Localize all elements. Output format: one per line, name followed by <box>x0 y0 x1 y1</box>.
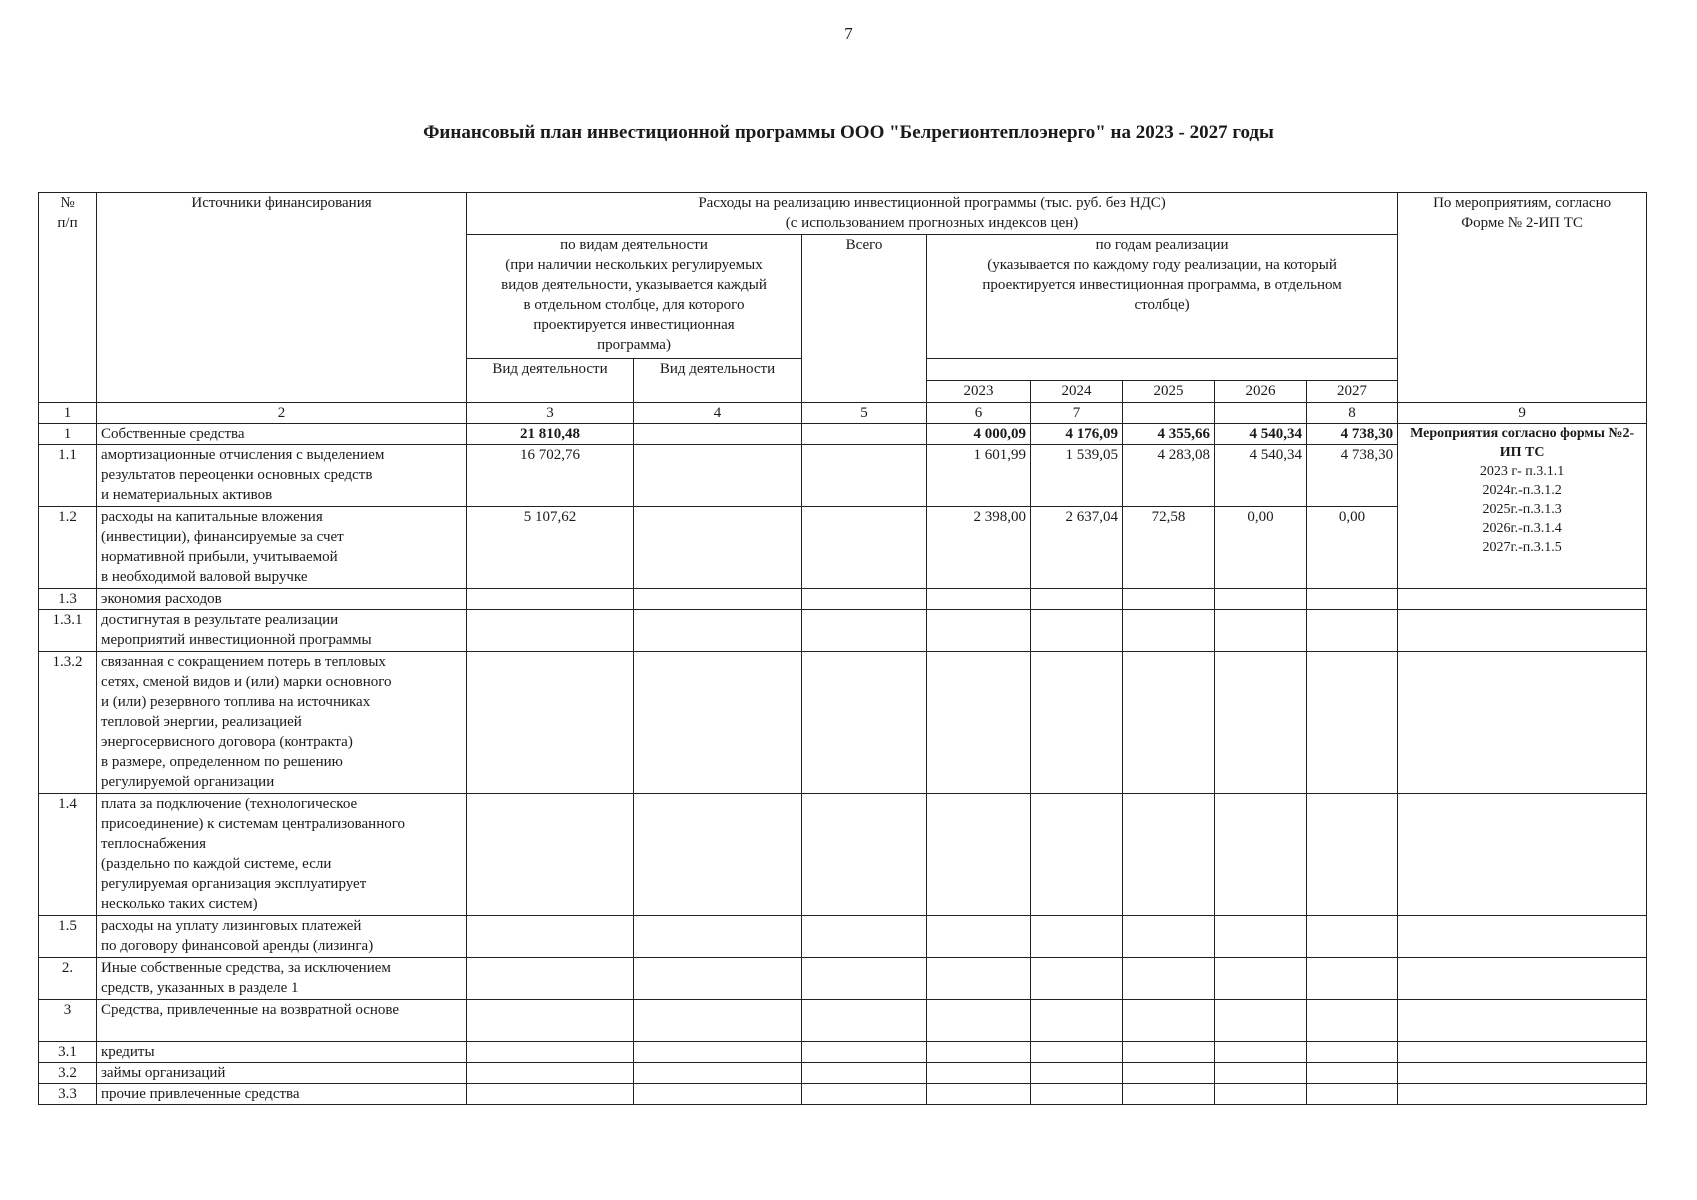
empty-cell <box>1307 1042 1398 1063</box>
empty-cell <box>467 589 634 610</box>
header-year-2027: 2027 <box>1307 381 1398 403</box>
empty-cell <box>1398 652 1647 794</box>
measures-note-item: 2024г.-п.3.1.2 <box>1482 483 1562 498</box>
empty-cell <box>1398 1000 1647 1042</box>
header-activity-2: Вид деятельности <box>634 359 802 403</box>
row-name: амортизационные отчисления с выделением результатов переоценки основных средств и нематериальных активов <box>97 445 467 507</box>
row-name: прочие привлеченные средства <box>97 1084 467 1105</box>
empty-cell <box>634 1042 802 1063</box>
header-num: № п/п <box>39 193 97 403</box>
page-number: 7 <box>844 24 853 43</box>
empty-cell <box>1307 1063 1398 1084</box>
col-number: 9 <box>1398 403 1647 424</box>
header-by-year: по годам реализации (указывается по каждому году реализации, на который проектируется инвестиционная программа, в отдельном столбце) <box>927 235 1398 359</box>
empty-cell <box>634 652 802 794</box>
empty-cell <box>634 1084 802 1105</box>
empty-cell <box>634 1000 802 1042</box>
row-total <box>802 424 927 445</box>
empty-cell <box>927 652 1031 794</box>
row-num: 3.1 <box>39 1042 97 1063</box>
header-by-activity: по видам деятельности (при наличии нескольких регулируемых видов деятельности, указывается каждый в отдельном столбце, для которого проектируется инвестиционная программа) <box>467 235 802 359</box>
row-activity-2 <box>634 445 802 507</box>
header-year-2026: 2026 <box>1215 381 1307 403</box>
empty-cell <box>1031 589 1123 610</box>
table-row <box>39 958 1647 1000</box>
measures-note-item: 2027г.-п.3.1.5 <box>1482 540 1562 555</box>
empty-cell <box>1307 1084 1398 1105</box>
header-expenses: Расходы на реализацию инвестиционной программы (тыс. руб. без НДС) (с использованием прогнозных индексов цен) <box>467 193 1398 235</box>
empty-cell <box>1123 1063 1215 1084</box>
empty-cell <box>1031 958 1123 1000</box>
empty-cell <box>1307 589 1398 610</box>
table-row <box>39 1084 1647 1105</box>
empty-cell <box>1215 1063 1307 1084</box>
col-number <box>1123 403 1215 424</box>
financial-plan-table <box>38 192 1647 1105</box>
empty-cell <box>927 958 1031 1000</box>
empty-cell <box>802 958 927 1000</box>
row-y2024: 4 176,09 <box>1031 424 1123 445</box>
row-y2025: 72,58 <box>1123 507 1215 589</box>
empty-cell <box>1215 1084 1307 1105</box>
empty-cell <box>1307 610 1398 652</box>
row-num: 1.3.1 <box>39 610 97 652</box>
empty-cell <box>634 916 802 958</box>
row-name: займы организаций <box>97 1063 467 1084</box>
empty-cell <box>1215 794 1307 916</box>
empty-cell <box>1398 794 1647 916</box>
empty-cell <box>802 916 927 958</box>
row-name: достигнутая в результате реализации мероприятий инвестиционной программы <box>97 610 467 652</box>
header-activity-1: Вид деятельности <box>467 359 634 403</box>
empty-cell <box>1031 610 1123 652</box>
empty-cell <box>1031 1084 1123 1105</box>
row-num: 1.3.2 <box>39 652 97 794</box>
row-y2026: 4 540,34 <box>1215 445 1307 507</box>
table-row <box>39 610 1647 652</box>
empty-cell <box>1398 610 1647 652</box>
row-y2026: 4 540,34 <box>1215 424 1307 445</box>
empty-cell <box>467 610 634 652</box>
col-number: 4 <box>634 403 802 424</box>
empty-cell <box>1307 794 1398 916</box>
empty-cell <box>1031 1042 1123 1063</box>
empty-cell <box>802 1000 927 1042</box>
row-num: 1.2 <box>39 507 97 589</box>
header-sources: Источники финансирования <box>97 193 467 403</box>
row-num: 1.3 <box>39 589 97 610</box>
empty-cell <box>1123 1042 1215 1063</box>
document-title: Финансовый план инвестиционной программы ООО "Белрегионтеплоэнерго" на 2023 - 2027 годы <box>423 122 1274 143</box>
row-y2023: 2 398,00 <box>927 507 1031 589</box>
row-y2024: 1 539,05 <box>1031 445 1123 507</box>
row-name: кредиты <box>97 1042 467 1063</box>
col-number: 5 <box>802 403 927 424</box>
empty-cell <box>802 1042 927 1063</box>
table-row <box>39 424 1647 445</box>
row-name: плата за подключение (технологическое присоединение) к системам централизованного теплоснабжения (раздельно по каждой системе, если регулируемая организация эксплуатирует несколько таких систем) <box>97 794 467 916</box>
empty-cell <box>927 916 1031 958</box>
row-total <box>802 507 927 589</box>
empty-cell <box>927 1063 1031 1084</box>
row-y2023: 1 601,99 <box>927 445 1031 507</box>
row-y2027: 4 738,30 <box>1307 445 1398 507</box>
empty-cell <box>1215 916 1307 958</box>
row-num: 3.2 <box>39 1063 97 1084</box>
row-num: 3.3 <box>39 1084 97 1105</box>
empty-cell <box>1123 958 1215 1000</box>
col-number: 1 <box>39 403 97 424</box>
empty-cell <box>1031 652 1123 794</box>
row-name: экономия расходов <box>97 589 467 610</box>
header-total: Всего <box>802 235 927 403</box>
row-name: связанная с сокращением потерь в тепловых сетях, сменой видов и (или) марки основного и (или) резервного топлива на источниках тепловой энергии, реализацией энергосервисного договора (контракта) в размере, определенном по решению регулируемой организации <box>97 652 467 794</box>
empty-cell <box>634 589 802 610</box>
empty-cell <box>467 958 634 1000</box>
empty-cell <box>927 1084 1031 1105</box>
header-year-2025: 2025 <box>1123 381 1215 403</box>
empty-cell <box>1215 652 1307 794</box>
measures-note-item: 2025г.-п.3.1.3 <box>1482 502 1562 517</box>
table-row <box>39 916 1647 958</box>
row-name: расходы на капитальные вложения (инвестиции), финансируемые за счет нормативной прибыли, учитываемой в необходимой валовой выручке <box>97 507 467 589</box>
row-total <box>802 445 927 507</box>
col-number <box>1215 403 1307 424</box>
empty-cell <box>802 1063 927 1084</box>
row-num: 1.1 <box>39 445 97 507</box>
empty-cell <box>802 794 927 916</box>
measures-note-item: 2026г.-п.3.1.4 <box>1482 521 1562 536</box>
empty-cell <box>1307 958 1398 1000</box>
empty-cell <box>467 794 634 916</box>
row-activity-1: 16 702,76 <box>467 445 634 507</box>
empty-cell <box>927 794 1031 916</box>
row-num: 1.4 <box>39 794 97 916</box>
row-activity-2 <box>634 507 802 589</box>
row-y2027: 0,00 <box>1307 507 1398 589</box>
measures-note-title: Мероприятия согласно формы №2-ИП ТС <box>1410 426 1635 460</box>
empty-cell <box>1307 916 1398 958</box>
col-number: 8 <box>1307 403 1398 424</box>
empty-cell <box>634 610 802 652</box>
empty-cell <box>1123 794 1215 916</box>
header-year-2023: 2023 <box>927 381 1031 403</box>
row-num: 1.5 <box>39 916 97 958</box>
table-row <box>39 652 1647 794</box>
empty-cell <box>1398 958 1647 1000</box>
row-y2024: 2 637,04 <box>1031 507 1123 589</box>
empty-cell <box>1215 1000 1307 1042</box>
empty-cell <box>467 652 634 794</box>
row-activity-2 <box>634 424 802 445</box>
empty-cell <box>1123 916 1215 958</box>
empty-cell <box>1398 1063 1647 1084</box>
empty-cell <box>1031 916 1123 958</box>
col-number: 2 <box>97 403 467 424</box>
table-row <box>39 589 1647 610</box>
table-row <box>39 1042 1647 1063</box>
col-number: 6 <box>927 403 1031 424</box>
empty-cell <box>802 1084 927 1105</box>
empty-cell <box>802 652 927 794</box>
empty-cell <box>1398 1084 1647 1105</box>
empty-cell <box>1215 1042 1307 1063</box>
table-row <box>39 1063 1647 1084</box>
empty-cell <box>1398 916 1647 958</box>
row-y2026: 0,00 <box>1215 507 1307 589</box>
empty-cell <box>467 1084 634 1105</box>
empty-cell <box>634 958 802 1000</box>
row-name: расходы на уплату лизинговых платежей по договору финансовой аренды (лизинга) <box>97 916 467 958</box>
empty-cell <box>1123 610 1215 652</box>
empty-cell <box>927 589 1031 610</box>
row-activity-1: 21 810,48 <box>467 424 634 445</box>
empty-cell <box>1215 958 1307 1000</box>
row-num: 3 <box>39 1000 97 1042</box>
row-y2025: 4 355,66 <box>1123 424 1215 445</box>
row-activity-1: 5 107,62 <box>467 507 634 589</box>
empty-cell <box>1215 589 1307 610</box>
empty-cell <box>1307 652 1398 794</box>
empty-cell <box>467 1063 634 1084</box>
empty-cell <box>1123 1000 1215 1042</box>
row-y2025: 4 283,08 <box>1123 445 1215 507</box>
empty-cell <box>1123 652 1215 794</box>
empty-cell <box>1307 1000 1398 1042</box>
empty-cell <box>1123 589 1215 610</box>
empty-cell <box>467 1000 634 1042</box>
empty-cell <box>927 610 1031 652</box>
row-name: Иные собственные средства, за исключением средств, указанных в разделе 1 <box>97 958 467 1000</box>
empty-cell <box>1398 1042 1647 1063</box>
measures-note-item: 2023 г- п.3.1.1 <box>1479 464 1565 479</box>
empty-cell <box>802 589 927 610</box>
table-row <box>39 1000 1647 1042</box>
table-row <box>39 794 1647 916</box>
row-name: Собственные средства <box>97 424 467 445</box>
empty-cell <box>1215 610 1307 652</box>
measures-note <box>1398 424 1647 589</box>
row-name: Средства, привлеченные на возвратной основе <box>97 1000 467 1042</box>
row-y2027: 4 738,30 <box>1307 424 1398 445</box>
empty-cell <box>1123 1084 1215 1105</box>
empty-cell <box>1031 794 1123 916</box>
row-y2023: 4 000,09 <box>927 424 1031 445</box>
row-num: 1 <box>39 424 97 445</box>
empty-cell <box>634 1063 802 1084</box>
empty-cell <box>467 1042 634 1063</box>
empty-cell <box>1398 589 1647 610</box>
header-year-2024: 2024 <box>1031 381 1123 403</box>
header-by-measures: По мероприятиям, согласно Форме № 2-ИП ТС <box>1398 193 1647 403</box>
empty-cell <box>634 794 802 916</box>
header-years-gap <box>927 359 1398 381</box>
col-number: 7 <box>1031 403 1123 424</box>
empty-cell <box>927 1042 1031 1063</box>
empty-cell <box>1031 1063 1123 1084</box>
empty-cell <box>1031 1000 1123 1042</box>
col-number: 3 <box>467 403 634 424</box>
row-num: 2. <box>39 958 97 1000</box>
empty-cell <box>467 916 634 958</box>
empty-cell <box>927 1000 1031 1042</box>
empty-cell <box>802 610 927 652</box>
